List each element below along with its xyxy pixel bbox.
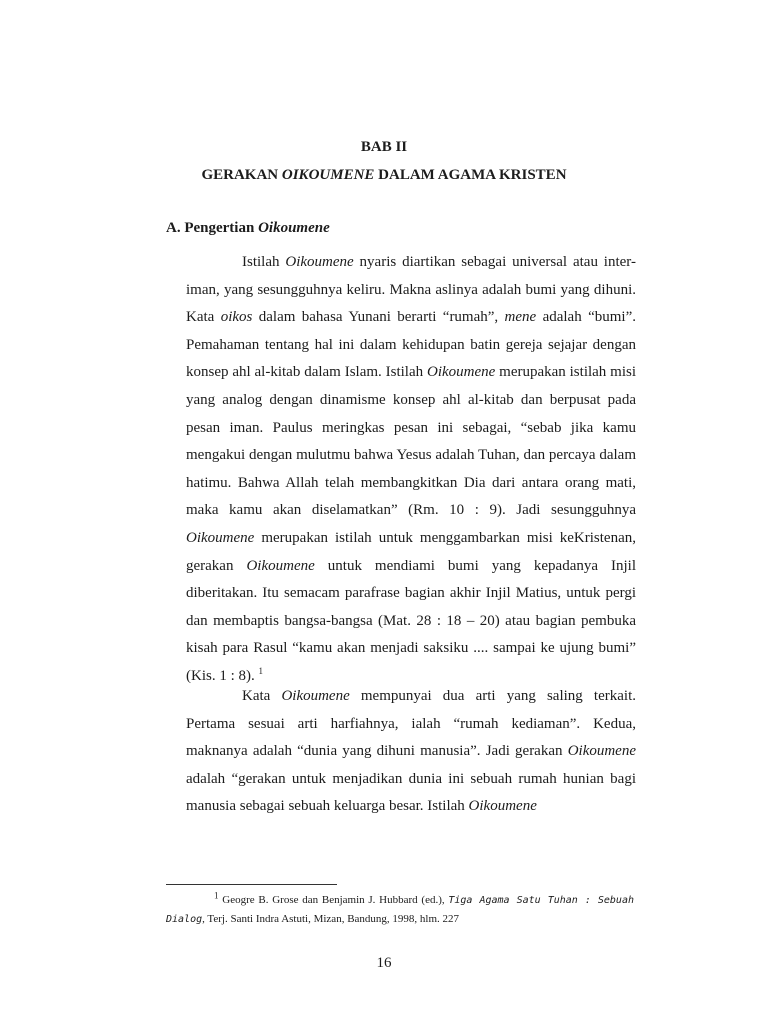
chapter-title [0, 165, 768, 185]
section-heading-prefix: A. Pengertian [166, 220, 259, 236]
footnote-reference: 1 [258, 665, 263, 676]
footnote-marker: 1 [214, 890, 219, 901]
paragraph-2-text [186, 688, 636, 814]
footnote-text [166, 894, 634, 925]
chapter-number: BAB II [360, 139, 408, 155]
text-run: merupakan istilah untuk menggambarkan misi keKristenan, gerakan [186, 529, 636, 574]
chapter-title-italic: OIKOUMENE [281, 167, 375, 183]
section-heading [166, 218, 330, 238]
paragraph-2 [186, 683, 636, 821]
footnote [166, 891, 634, 929]
text-run: , Terj. Santi Indra Astuti, Mizan, Bandung, 1998, hlm. 227 [202, 913, 460, 925]
italic-term: mene [504, 309, 537, 326]
text-run: mempunyai dua arti yang saling terkait. Pertama sesuai arti harfiahnya, ialah “rumah kediaman”. Kedua, maknanya adalah “dunia yang dihuni manusia”. Jadi gerakan [186, 688, 636, 760]
italic-term: Oikoumene [426, 364, 496, 381]
text-run: merupakan istilah misi yang analog dengan dinamisme konsep ahl al-kitab dan berpusat pada pesan iman. Paulus meringkas pesan ini sebagai, “sebab jika kamu mengakui dengan mulutmu bahwa Yesus adalah Tuhan, dan percaya dalam hatimu. Bahwa Allah telah membangkitkan Dia dari antara orang mati, maka kamu akan diselamatkan” (Rm. 10 : 9). Jadi sesungguhnya [186, 364, 637, 519]
italic-term: Oikoumene [567, 743, 636, 760]
text-run: adalah “bumi”. Pemahaman tentang hal ini dalam kehidupan batin gereja sejajar dengan konsep ahl al-kitab dalam Islam. Istilah [186, 309, 636, 381]
italic-term: Oikoumene [285, 254, 354, 270]
text-run: Kata [242, 688, 282, 704]
text-run: Istilah [242, 254, 286, 270]
paragraph-1-text [186, 254, 636, 684]
text-run: dalam bahasa Yunani berarti “rumah”, [252, 309, 505, 326]
italic-term: oikos [220, 309, 253, 326]
page-number: 16 [376, 955, 392, 971]
italic-term: Oikoumene [246, 557, 315, 574]
text-run: untuk mendiami bumi yang kepadanya Injil diberitakan. Itu semacam parafrase bagian akhir Injil Matius, untuk pergi dan membaptis bangsa-bangsa (Mat. 28 : 18 – 20) atau bagian pembuka kisah para Rasul “kamu akan menjadi saksiku .... sampai ke ujung bumi” (Kis. 1 : 8). [186, 557, 637, 684]
chapter-title-prefix: GERAKAN [201, 167, 282, 183]
text-run: adalah “gerakan untuk menjadikan dunia ini sebuah rumah hunian bagi manusia sebagai sebuah keluarga besar. Istilah [186, 770, 636, 815]
section-heading-italic: Oikoumene [258, 220, 330, 236]
chapter-title-suffix: DALAM AGAMA KRISTEN [374, 167, 567, 183]
italic-term: Oikoumene [281, 688, 350, 704]
footnote-separator [166, 884, 337, 885]
italic-term: Oikoumene [186, 529, 255, 546]
paragraph-1 [186, 249, 636, 691]
text-run: nyaris diartikan sebagai universal atau inter-iman, yang sesungguhnya keliru. Makna aslinya adalah bumi yang dihuni. Kata [186, 254, 636, 326]
italic-term: Oikoumene [468, 798, 537, 815]
text-run: Geogre B. Grose dan Benjamin J. Hubbard (ed.), [218, 894, 449, 906]
book-title: Tiga Agama Satu Tuhan : Sebuah Dialog [166, 895, 634, 925]
